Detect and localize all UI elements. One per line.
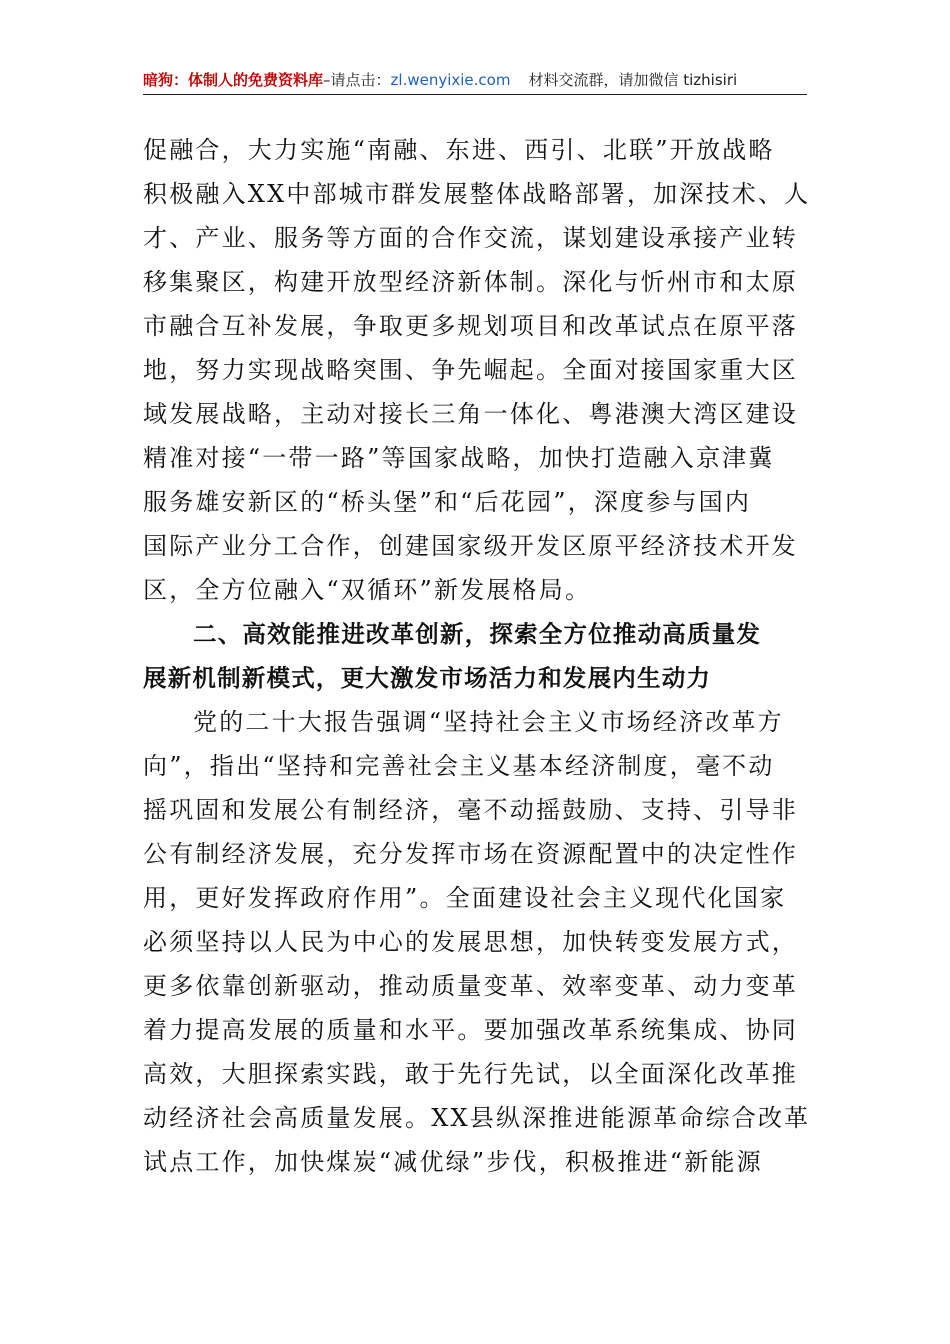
text-line: 着力提高发展的质量和水平。要加强改革系统集成、协同	[143, 1016, 798, 1044]
text-line: 试点工作，加快煤炭“减优绿”步伐，积极推进“新能源	[143, 1148, 763, 1176]
text-line: 向”，指出“坚持和完善社会主义基本经济制度，毫不动	[143, 752, 775, 780]
text-line: 区，全方位融入“双循环”新发展格局。	[143, 576, 592, 604]
text-line: 必须坚持以人民为中心的发展思想，加快转变发展方式，	[143, 928, 798, 956]
text-line: 地，努力实现战略突围、争先崛起。全面对接国家重大区	[143, 356, 798, 384]
heading-line: 展新机制新模式，更大激发市场活力和发展内生动力	[143, 664, 712, 692]
paragraph-1	[143, 128, 811, 612]
text-line: 才、产业、服务等方面的合作交流，谋划建设承接产业转	[143, 224, 798, 252]
document-body	[143, 128, 811, 1184]
paragraph-2	[143, 700, 811, 1184]
header-prefix: –请点击：	[323, 71, 391, 89]
text-line: 国际产业分工合作，创建国家级开发区原平经济技术开发	[143, 532, 798, 560]
header-link[interactable]: zl.wenyixie.com	[390, 71, 511, 89]
text-line: 高效，大胆探索实践，敢于先行先试，以全面深化改革推	[143, 1060, 798, 1088]
header-group-info: 材料交流群，请加微信 tizhisiri	[528, 71, 738, 89]
heading-line: 二、高效能推进改革创新，探索全方位推动高质量发	[193, 620, 762, 648]
text-line: 用，更好发挥政府作用”。全面建设社会主义现代化国家	[143, 884, 787, 912]
text-line: 移集聚区，构建开放型经济新体制。深化与忻州市和太原	[143, 268, 798, 296]
page-header	[143, 70, 807, 95]
text-line: 促融合，大力实施“南融、东进、西引、北联”开放战略	[143, 136, 775, 164]
text-line: 市融合互补发展，争取更多规划项目和改革试点在原平落	[143, 312, 798, 340]
text-line: 服务雄安新区的“桥头堡”和“后花园”，深度参与国内	[143, 488, 752, 516]
text-line: 摇巩固和发展公有制经济，毫不动摇鼓励、支持、引导非	[143, 796, 798, 824]
text-line: 动经济社会高质量发展。XX县纵深推进能源革命综合改革	[143, 1104, 811, 1132]
text-line: 精准对接“一带一路”等国家战略，加快打造融入京津冀	[143, 444, 775, 472]
text-line: 积极融入XX中部城市群发展整体战略部署，加深技术、人	[143, 180, 811, 208]
header-brand: 暗狗：体制人的免费资料库	[143, 71, 324, 89]
text-line: 公有制经济发展，充分发挥市场在资源配置中的决定性作	[143, 840, 798, 868]
text-line: 党的二十大报告强调“坚持社会主义市场经济改革方	[193, 708, 784, 736]
text-line: 更多依靠创新驱动，推动质量变革、效率变革、动力变革	[143, 972, 798, 1000]
text-line: 域发展战略，主动对接长三角一体化、粤港澳大湾区建设	[143, 400, 798, 428]
section-heading-2	[143, 612, 811, 700]
